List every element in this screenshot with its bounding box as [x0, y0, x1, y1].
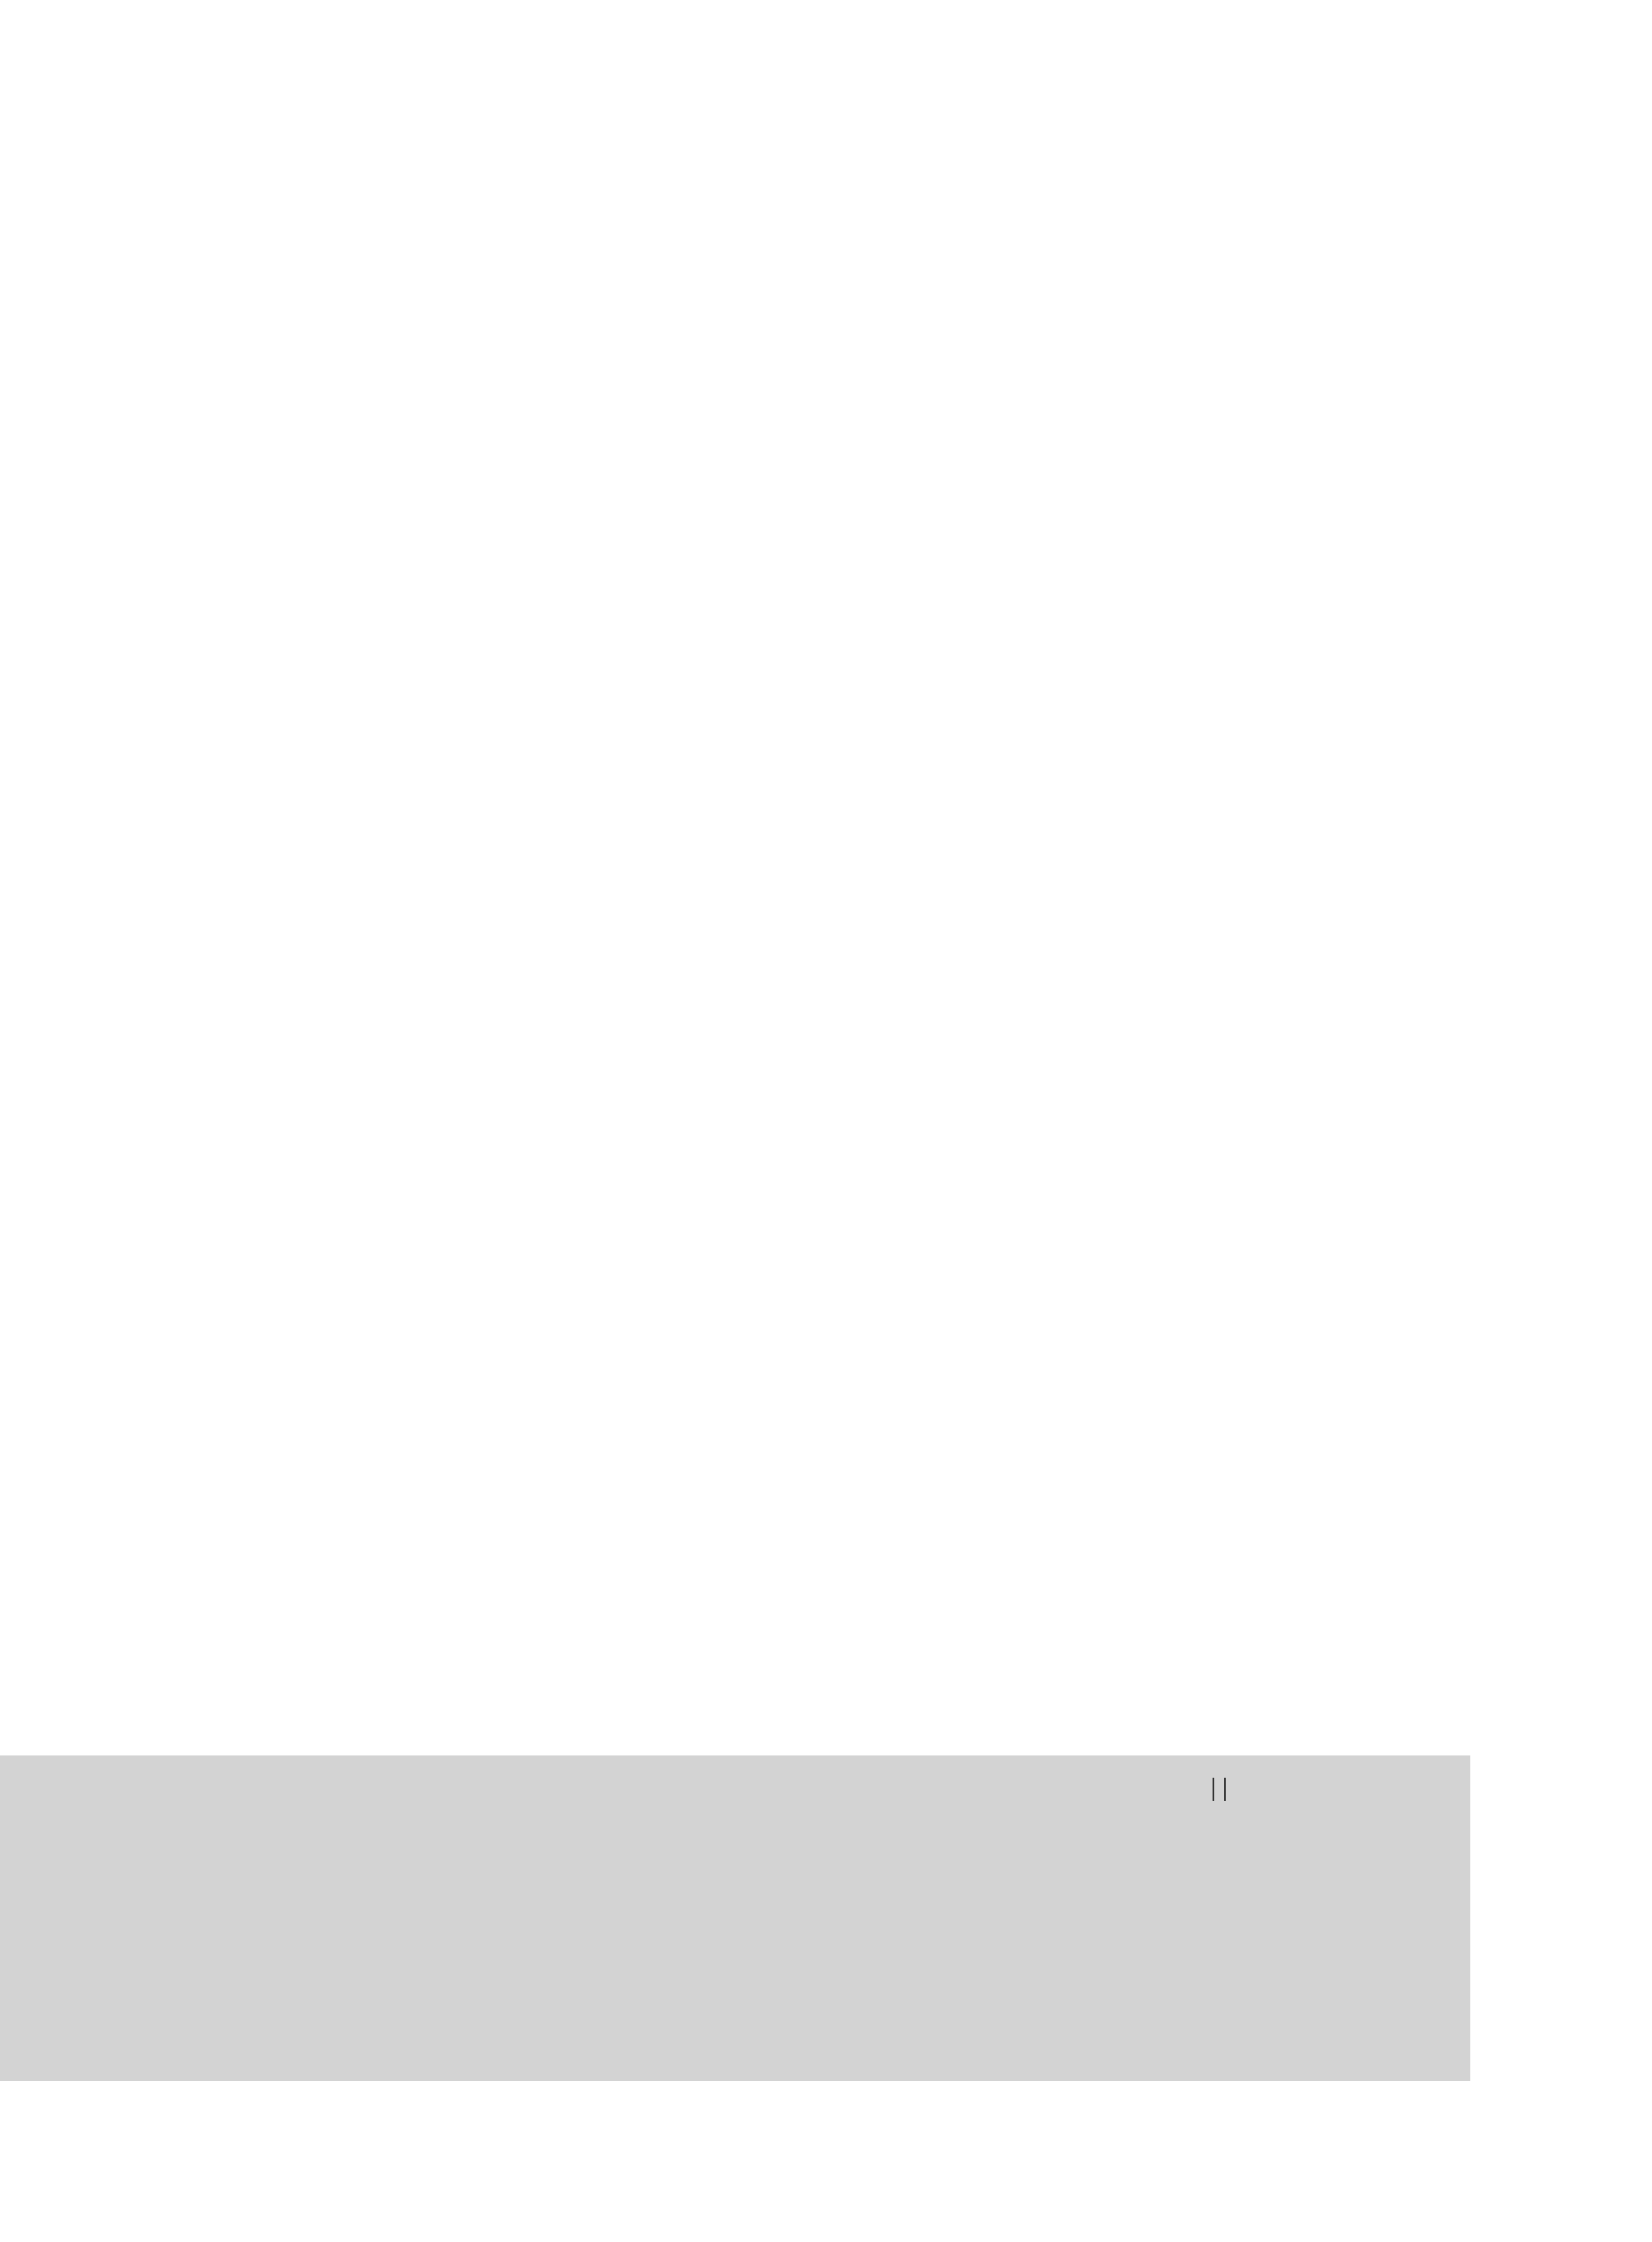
journal-notice — [1021, 1772, 1417, 1836]
notice-title-bar-right — [1224, 1778, 1226, 1801]
notice-title-bar-left — [1213, 1778, 1214, 1801]
notice-title — [1021, 1772, 1417, 1806]
footer-panel — [0, 1755, 1470, 2081]
